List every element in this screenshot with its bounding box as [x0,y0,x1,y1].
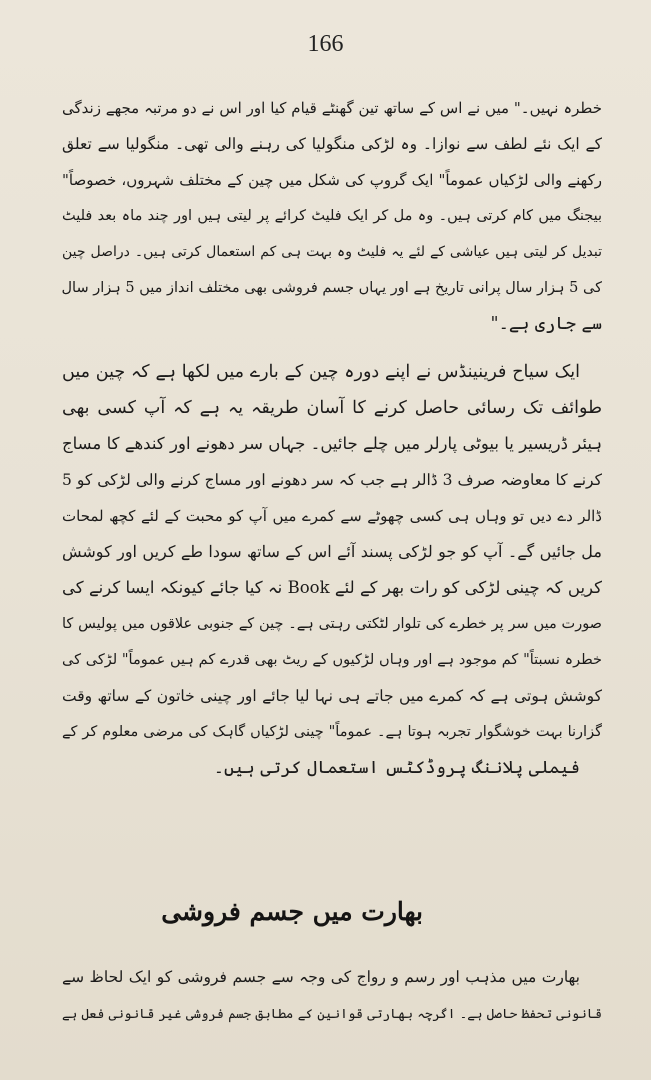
text-line: کے ایک نئے لطف سے نوازا۔ وہ لڑکی منگولیا کی رہنے والی تھی۔ منگولیا سے تعلق [62,135,602,153]
text-line: قانونی تحفظ حاصل ہے۔ اگرچہ بھارتی قوانین کے مطابق جسم فروشی غیر قانونی فعل ہے [62,1007,602,1022]
text-line: صورت میں سر پر خطرے کی تلوار لٹکتی رہتی ہے۔ چین کے جنوبی علاقوں میں پولیس کا [62,616,602,632]
text-line: سے جاری ہے۔" [490,314,602,334]
text-line: کریں کہ چینی لڑکی کو رات بھر کے لئے Book نہ کیا جائے کیونکہ ایسا کرنے کی [62,578,602,597]
paragraph-3 [62,958,602,1034]
text-line: بھارت میں مذہب اور رسم و رواج کی وجہ سے جسم فروشی کو ایک لحاظ سے [62,968,580,986]
text-line: کرنے کا معاوضہ صرف 3 ڈالر ہے جب کہ سر دھونے اور مساج کرنے والی لڑکی کو 5 [62,471,602,489]
paragraph-1 [62,90,602,342]
text-line: رکھنے والی لڑکیاں عموماً" ایک گروپ کی شکل میں چین کے مختلف شہروں، خصوصاً" [62,171,602,189]
text-line: ڈالر دے دیں تو وہاں ہی کسی چھوٹے سے کمرے میں آپ کو محبت کے لئے کچھ لمحات [62,507,602,525]
page-number: 166 [307,31,344,57]
text-line: خطرہ نہیں۔" میں نے اس کے ساتھ تین گھنٹے قیام کیا اور اس نے دو مرتبہ مجھے زندگی [62,99,602,117]
paragraph-2 [62,354,602,786]
text-line: طوائف تک رسائی حاصل کرنے کا آسان طریقہ یہ ہے کہ آپ کسی بھی [62,398,602,418]
section-heading: بھارت میں جسم فروشی [161,897,423,926]
text-line: خطرہ نسبتاً" کم موجود ہے اور وہاں لڑکیوں کے ریٹ بھی قدرے کم ہیں عموماً" لڑکی کی [62,652,602,668]
text-line: گزارنا بہت خوشگوار تجربہ ہوتا ہے۔ عموماً" چینی لڑکیاں گاہک کی مرضی معلوم کر کے [62,724,602,740]
text-line: بیجنگ میں کام کرتی ہیں۔ وہ مل کر ایک فلیٹ کرائے پر لیتی ہیں اور چند ماہ بعد فلیٹ [62,208,602,224]
text-line: تبدیل کر لیتی ہیں عیاشی کے لئے یہ فلیٹ وہ بہت ہی کم استعمال کرتی ہیں۔ دراصل چین [62,244,602,260]
text-line: ایک سیاح فرینینڈس نے اپنے دورہ چین کے بارے میں لکھا ہے کہ چین میں [62,362,580,382]
text-line: فیملی پلاننگ پروڈکٹس استعمال کرتی ہیں۔ [213,758,580,778]
text-line: کوشش ہوتی ہے کہ کمرے میں جاتے ہی نہا لیا جائے اور چینی خاتون کے ساتھ وقت [62,687,602,705]
text-line: ہیئر ڈریسیر یا بیوٹی پارلر میں چلے جائیں۔ جہاں سر دھونے اور کندھے کا مساج [62,434,602,453]
text-line: کی 5 ہزار سال پرانی تاریخ ہے اور یہاں جسم فروشی بھی مختلف انداز میں 5 ہزار سال [62,280,602,296]
text-line: مل جائیں گے۔ آپ کو جو لڑکی پسند آئے اس کے ساتھ سودا طے کریں اور کوشش [62,542,602,561]
